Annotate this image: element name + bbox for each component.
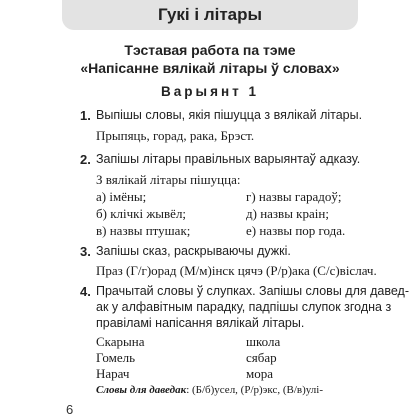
task-2-option-b: б) клічкі жывёл; xyxy=(96,206,187,221)
task-1-example: Прыпяць, горад, рака, Брэст. xyxy=(96,128,255,143)
work-title-line2: «Напісанне вялікай літары ў словах» xyxy=(80,60,340,76)
task-4-col1-word3: Нарач xyxy=(96,366,130,381)
task-4-instruction-1: Прачытай словы ў слупках. Запішы словы для давед- xyxy=(96,284,409,298)
task-3-example: Праз (Г/г)орад (М/м)інск цячэ (Р/р)ака (С/с)віслач. xyxy=(96,263,377,278)
task-1-instruction: Выпішы словы, якія пішуцца з вялікай літары. xyxy=(96,108,363,122)
task-2-subtitle: З вялікай літары пішуцца: xyxy=(96,172,241,187)
task-4-number: 4. xyxy=(80,284,91,299)
task-2-option-a: а) імёны; xyxy=(96,189,147,204)
task-2-number: 2. xyxy=(80,152,91,167)
task-4-col1-word1: Скарына xyxy=(96,334,145,349)
task-1-number: 1. xyxy=(80,108,91,123)
variant-heading: Варыянт 1 xyxy=(161,84,259,99)
task-3-number: 3. xyxy=(80,244,91,259)
task-4-col1-word2: Гомель xyxy=(96,350,136,365)
task-4-col2-word3: мора xyxy=(246,366,273,381)
task-4-col2-word2: сябар xyxy=(246,350,277,365)
words-label: Словы для даведак xyxy=(96,384,187,396)
page-number: 6 xyxy=(66,402,74,417)
task-2-option-v: в) назвы птушак; xyxy=(96,223,191,238)
work-title-line1: Тэставая работа па тэме xyxy=(124,42,296,58)
task-2-option-g: г) назвы гарадоў; xyxy=(246,189,342,204)
task-4-words-line1 xyxy=(96,384,323,396)
task-4-col2-word1: школа xyxy=(246,334,281,349)
task-2-option-e: е) назвы пор года. xyxy=(246,223,346,238)
task-2-instruction: Запішы літары правільных варыянтаў адказу. xyxy=(96,152,361,166)
task-4-instruction-2: ак у алфавітным парадку, падпішы слупок згодна з xyxy=(96,300,392,314)
header-bar xyxy=(62,0,358,30)
chapter-title: Гукі і літары xyxy=(157,5,263,24)
task-2-option-d: д) назвы краін; xyxy=(246,206,329,221)
words-text-1: : (Б/б)усел, (Р/р)экс, (В/в)улі- xyxy=(186,384,323,396)
task-4-instruction-3: правіламі напісання вялікай літары. xyxy=(96,316,305,330)
task-3-instruction: Запішы сказ, раскрываючы дужкі. xyxy=(96,244,291,258)
